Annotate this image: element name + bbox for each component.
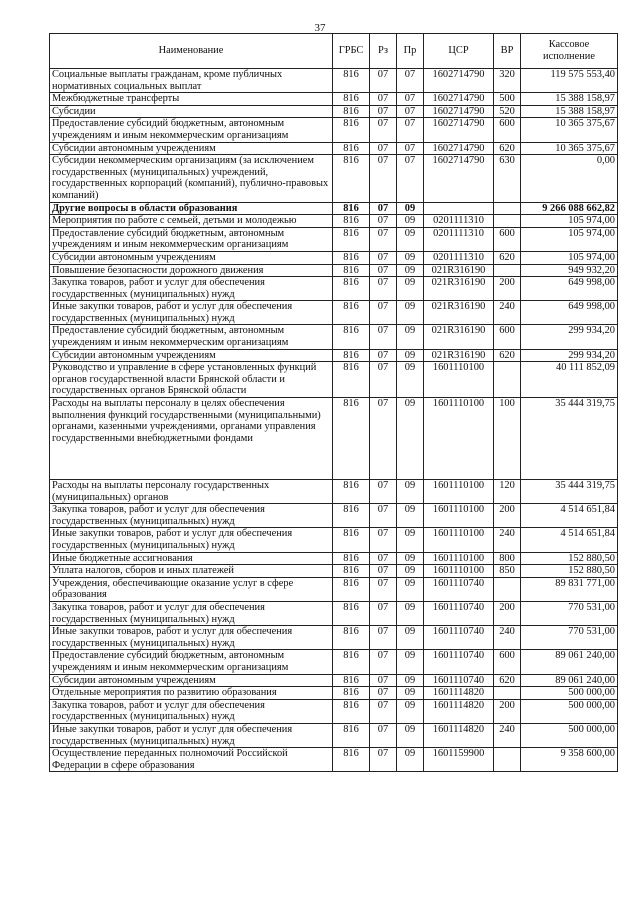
table-header-row	[50, 34, 618, 69]
cell-name: Иные бюджетные ассигнования	[50, 552, 333, 565]
cell-pr: 09	[397, 325, 424, 349]
cell-vr: 100	[494, 398, 521, 480]
table-row	[50, 601, 618, 625]
cell-vr	[494, 202, 521, 215]
cell-amount: 105 974,00	[521, 227, 618, 251]
cell-pr: 09	[397, 480, 424, 504]
table-row	[50, 362, 618, 398]
cell-grbs: 816	[333, 480, 370, 504]
cell-pr: 09	[397, 301, 424, 325]
table-row	[50, 398, 618, 480]
table-row	[50, 325, 618, 349]
cell-pr: 07	[397, 118, 424, 142]
table-row	[50, 69, 618, 93]
cell-rz: 07	[370, 69, 397, 93]
cell-vr: 600	[494, 325, 521, 349]
cell-csr: 0201111310	[424, 215, 494, 228]
header-rz: Рз	[370, 34, 397, 69]
table-row	[50, 674, 618, 687]
header-vr: ВР	[494, 34, 521, 69]
table-body	[50, 69, 618, 772]
cell-vr: 800	[494, 552, 521, 565]
cell-amount: 500 000,00	[521, 687, 618, 700]
cell-name: Субсидии автономным учреждениям	[50, 251, 333, 264]
table-row	[50, 155, 618, 202]
cell-csr: 1601114820	[424, 723, 494, 747]
cell-rz: 07	[370, 748, 397, 772]
cell-amount: 770 531,00	[521, 626, 618, 650]
cell-csr: 1601110100	[424, 528, 494, 552]
cell-grbs: 816	[333, 398, 370, 480]
cell-pr: 09	[397, 227, 424, 251]
cell-grbs: 816	[333, 650, 370, 674]
cell-rz: 07	[370, 699, 397, 723]
cell-pr: 09	[397, 349, 424, 362]
cell-amount: 4 514 651,84	[521, 504, 618, 528]
cell-rz: 07	[370, 552, 397, 565]
cell-name: Закупка товаров, работ и услуг для обеспечения государственных (муниципальных) нужд	[50, 699, 333, 723]
cell-vr: 850	[494, 565, 521, 578]
cell-grbs: 816	[333, 565, 370, 578]
cell-vr: 620	[494, 674, 521, 687]
cell-name: Повышение безопасности дорожного движения	[50, 264, 333, 277]
cell-rz: 07	[370, 105, 397, 118]
cell-amount: 15 388 158,97	[521, 93, 618, 106]
table-row	[50, 142, 618, 155]
table-row	[50, 650, 618, 674]
budget-execution-table	[49, 33, 618, 772]
cell-pr: 09	[397, 565, 424, 578]
cell-grbs: 816	[333, 577, 370, 601]
cell-grbs: 816	[333, 155, 370, 202]
cell-pr: 09	[397, 277, 424, 301]
cell-csr: 1601110100	[424, 565, 494, 578]
cell-name: Закупка товаров, работ и услуг для обеспечения государственных (муниципальных) нужд	[50, 601, 333, 625]
cell-amount: 105 974,00	[521, 251, 618, 264]
cell-name: Иные закупки товаров, работ и услуг для обеспечения государственных (муниципальных) нужд	[50, 723, 333, 747]
cell-pr: 09	[397, 748, 424, 772]
table-row	[50, 480, 618, 504]
cell-vr: 620	[494, 142, 521, 155]
cell-name: Предоставление субсидий бюджетным, автономным учреждениям и иным некоммерческим организациям	[50, 325, 333, 349]
cell-amount: 10 365 375,67	[521, 118, 618, 142]
table-row	[50, 528, 618, 552]
cell-csr: 1601110100	[424, 480, 494, 504]
cell-rz: 07	[370, 349, 397, 362]
cell-name: Иные закупки товаров, работ и услуг для обеспечения государственных (муниципальных) нужд	[50, 301, 333, 325]
cell-csr: 021R316190	[424, 301, 494, 325]
cell-amount: 40 111 852,09	[521, 362, 618, 398]
cell-csr: 1602714790	[424, 93, 494, 106]
cell-grbs: 816	[333, 118, 370, 142]
page-number: 37	[314, 22, 326, 34]
cell-vr: 240	[494, 723, 521, 747]
cell-vr: 200	[494, 277, 521, 301]
cell-rz: 07	[370, 362, 397, 398]
header-pr: Пр	[397, 34, 424, 69]
cell-amount: 299 934,20	[521, 349, 618, 362]
cell-csr: 1601110100	[424, 398, 494, 480]
cell-pr: 09	[397, 699, 424, 723]
cell-rz: 07	[370, 93, 397, 106]
cell-pr: 09	[397, 504, 424, 528]
table-row	[50, 264, 618, 277]
cell-name: Расходы на выплаты персоналу в целях обеспечения выполнения функций государственными (муниципальными) органами, казенными учреждениями, органами управления государственными внебюджетными фондами	[50, 398, 333, 480]
cell-grbs: 816	[333, 626, 370, 650]
cell-csr: 1601110100	[424, 362, 494, 398]
table-row	[50, 699, 618, 723]
cell-vr: 200	[494, 504, 521, 528]
cell-grbs: 816	[333, 202, 370, 215]
cell-vr	[494, 215, 521, 228]
table-row	[50, 202, 618, 215]
cell-grbs: 816	[333, 251, 370, 264]
cell-rz: 07	[370, 601, 397, 625]
header-amount: Кассовое исполнение	[521, 34, 618, 69]
cell-rz: 07	[370, 577, 397, 601]
table-row	[50, 215, 618, 228]
cell-csr: 0201111310	[424, 227, 494, 251]
cell-rz: 07	[370, 277, 397, 301]
cell-name: Субсидии	[50, 105, 333, 118]
cell-rz: 07	[370, 215, 397, 228]
cell-vr: 620	[494, 251, 521, 264]
cell-amount: 9 358 600,00	[521, 748, 618, 772]
cell-pr: 09	[397, 202, 424, 215]
cell-name: Предоставление субсидий бюджетным, автономным учреждениям и иным некоммерческим организациям	[50, 118, 333, 142]
cell-csr: 1601159900	[424, 748, 494, 772]
cell-amount: 500 000,00	[521, 723, 618, 747]
cell-grbs: 816	[333, 723, 370, 747]
cell-grbs: 816	[333, 69, 370, 93]
cell-vr: 630	[494, 155, 521, 202]
cell-name: Субсидии автономным учреждениям	[50, 142, 333, 155]
cell-rz: 07	[370, 264, 397, 277]
cell-grbs: 816	[333, 264, 370, 277]
cell-csr: 1602714790	[424, 155, 494, 202]
cell-csr: 021R316190	[424, 349, 494, 362]
cell-rz: 07	[370, 155, 397, 202]
cell-grbs: 816	[333, 227, 370, 251]
table-row	[50, 105, 618, 118]
table-row	[50, 93, 618, 106]
cell-pr: 09	[397, 251, 424, 264]
cell-vr: 520	[494, 105, 521, 118]
cell-amount: 649 998,00	[521, 277, 618, 301]
cell-grbs: 816	[333, 699, 370, 723]
cell-csr: 0201111310	[424, 251, 494, 264]
header-name: Наименование	[50, 34, 333, 69]
cell-rz: 07	[370, 565, 397, 578]
cell-grbs: 816	[333, 687, 370, 700]
cell-csr: 1602714790	[424, 105, 494, 118]
cell-name: Предоставление субсидий бюджетным, автономным учреждениям и иным некоммерческим организациям	[50, 227, 333, 251]
cell-pr: 09	[397, 626, 424, 650]
cell-csr	[424, 202, 494, 215]
table-row	[50, 227, 618, 251]
cell-grbs: 816	[333, 674, 370, 687]
cell-amount: 105 974,00	[521, 215, 618, 228]
cell-name: Субсидии автономным учреждениям	[50, 349, 333, 362]
cell-pr: 09	[397, 215, 424, 228]
cell-name: Предоставление субсидий бюджетным, автономным учреждениям и иным некоммерческим организациям	[50, 650, 333, 674]
cell-name: Мероприятия по работе с семьей, детьми и молодежью	[50, 215, 333, 228]
cell-csr: 1601110740	[424, 650, 494, 674]
cell-pr: 07	[397, 69, 424, 93]
cell-pr: 07	[397, 105, 424, 118]
cell-amount: 949 932,20	[521, 264, 618, 277]
cell-rz: 07	[370, 301, 397, 325]
cell-vr	[494, 577, 521, 601]
cell-amount: 10 365 375,67	[521, 142, 618, 155]
cell-amount: 152 880,50	[521, 552, 618, 565]
cell-amount: 770 531,00	[521, 601, 618, 625]
cell-csr: 1601110740	[424, 577, 494, 601]
cell-vr: 500	[494, 93, 521, 106]
cell-grbs: 816	[333, 504, 370, 528]
cell-vr: 600	[494, 650, 521, 674]
cell-name: Субсидии некоммерческим организациям (за исключением государственных (муниципальных) учреждений, государственных корпораций (компаний), публично-правовых компаний)	[50, 155, 333, 202]
cell-csr: 1601110100	[424, 552, 494, 565]
cell-csr: 1601114820	[424, 687, 494, 700]
cell-vr: 240	[494, 626, 521, 650]
table-row	[50, 504, 618, 528]
cell-name: Иные закупки товаров, работ и услуг для обеспечения государственных (муниципальных) нужд	[50, 528, 333, 552]
cell-amount: 500 000,00	[521, 699, 618, 723]
cell-csr: 1602714790	[424, 69, 494, 93]
cell-csr: 1602714790	[424, 142, 494, 155]
cell-pr: 07	[397, 93, 424, 106]
cell-pr: 09	[397, 577, 424, 601]
cell-vr: 600	[494, 227, 521, 251]
table-row	[50, 723, 618, 747]
cell-grbs: 816	[333, 142, 370, 155]
cell-grbs: 816	[333, 325, 370, 349]
cell-name: Осуществление переданных полномочий Российской Федерации в сфере образования	[50, 748, 333, 772]
cell-pr: 07	[397, 142, 424, 155]
cell-vr: 320	[494, 69, 521, 93]
cell-grbs: 816	[333, 277, 370, 301]
cell-rz: 07	[370, 202, 397, 215]
cell-vr: 240	[494, 301, 521, 325]
cell-amount: 15 388 158,97	[521, 105, 618, 118]
cell-grbs: 816	[333, 349, 370, 362]
table-row	[50, 301, 618, 325]
cell-rz: 07	[370, 687, 397, 700]
cell-amount: 4 514 651,84	[521, 528, 618, 552]
cell-vr: 240	[494, 528, 521, 552]
cell-rz: 07	[370, 398, 397, 480]
table-row	[50, 251, 618, 264]
cell-grbs: 816	[333, 748, 370, 772]
cell-amount: 152 880,50	[521, 565, 618, 578]
cell-amount: 89 831 771,00	[521, 577, 618, 601]
cell-pr: 09	[397, 687, 424, 700]
table-row	[50, 118, 618, 142]
cell-pr: 09	[397, 264, 424, 277]
cell-grbs: 816	[333, 93, 370, 106]
table-row	[50, 748, 618, 772]
cell-amount: 89 061 240,00	[521, 650, 618, 674]
cell-name: Руководство и управление в сфере установленных функций органов государственной власти Брянской области и государственных органов Брянской области	[50, 362, 333, 398]
cell-rz: 07	[370, 142, 397, 155]
cell-name: Отдельные мероприятия по развитию образования	[50, 687, 333, 700]
cell-csr: 021R316190	[424, 277, 494, 301]
cell-vr: 620	[494, 349, 521, 362]
cell-amount: 89 061 240,00	[521, 674, 618, 687]
cell-csr: 1601110100	[424, 504, 494, 528]
header-grbs: ГРБС	[333, 34, 370, 69]
cell-name: Закупка товаров, работ и услуг для обеспечения государственных (муниципальных) нужд	[50, 277, 333, 301]
cell-name: Межбюджетные трансферты	[50, 93, 333, 106]
cell-vr	[494, 362, 521, 398]
cell-vr: 200	[494, 601, 521, 625]
table-row	[50, 577, 618, 601]
cell-amount: 299 934,20	[521, 325, 618, 349]
cell-vr: 200	[494, 699, 521, 723]
cell-csr: 1601110740	[424, 601, 494, 625]
cell-pr: 09	[397, 723, 424, 747]
cell-vr	[494, 687, 521, 700]
cell-amount: 9 266 088 662,82	[521, 202, 618, 215]
table-row	[50, 349, 618, 362]
cell-rz: 07	[370, 528, 397, 552]
cell-pr: 09	[397, 362, 424, 398]
cell-name: Учреждения, обеспечивающие оказание услуг в сфере образования	[50, 577, 333, 601]
cell-csr: 021R316190	[424, 325, 494, 349]
cell-rz: 07	[370, 251, 397, 264]
cell-grbs: 816	[333, 552, 370, 565]
cell-name: Субсидии автономным учреждениям	[50, 674, 333, 687]
table-row	[50, 687, 618, 700]
cell-csr: 1601110740	[424, 626, 494, 650]
cell-pr: 09	[397, 398, 424, 480]
cell-amount: 0,00	[521, 155, 618, 202]
table-row	[50, 552, 618, 565]
cell-pr: 09	[397, 552, 424, 565]
cell-amount: 35 444 319,75	[521, 398, 618, 480]
cell-name: Закупка товаров, работ и услуг для обеспечения государственных (муниципальных) нужд	[50, 504, 333, 528]
table-row	[50, 277, 618, 301]
cell-vr: 600	[494, 118, 521, 142]
cell-rz: 07	[370, 650, 397, 674]
cell-grbs: 816	[333, 301, 370, 325]
cell-name: Иные закупки товаров, работ и услуг для обеспечения государственных (муниципальных) нужд	[50, 626, 333, 650]
cell-csr: 1601110740	[424, 674, 494, 687]
cell-pr: 09	[397, 674, 424, 687]
cell-amount: 119 575 553,40	[521, 69, 618, 93]
cell-vr: 120	[494, 480, 521, 504]
cell-rz: 07	[370, 626, 397, 650]
cell-name: Социальные выплаты гражданам, кроме публичных нормативных социальных выплат	[50, 69, 333, 93]
table-row	[50, 626, 618, 650]
cell-rz: 07	[370, 325, 397, 349]
cell-rz: 07	[370, 504, 397, 528]
cell-pr: 09	[397, 528, 424, 552]
cell-grbs: 816	[333, 601, 370, 625]
cell-csr: 1602714790	[424, 118, 494, 142]
cell-rz: 07	[370, 118, 397, 142]
cell-name: Уплата налогов, сборов и иных платежей	[50, 565, 333, 578]
cell-rz: 07	[370, 723, 397, 747]
cell-rz: 07	[370, 227, 397, 251]
cell-grbs: 816	[333, 215, 370, 228]
cell-amount: 35 444 319,75	[521, 480, 618, 504]
cell-grbs: 816	[333, 362, 370, 398]
table-row	[50, 565, 618, 578]
cell-grbs: 816	[333, 105, 370, 118]
cell-amount: 649 998,00	[521, 301, 618, 325]
cell-name: Расходы на выплаты персоналу государственных (муниципальных) органов	[50, 480, 333, 504]
cell-vr	[494, 264, 521, 277]
cell-csr: 021R316190	[424, 264, 494, 277]
cell-rz: 07	[370, 480, 397, 504]
cell-vr	[494, 748, 521, 772]
cell-pr: 09	[397, 650, 424, 674]
cell-csr: 1601114820	[424, 699, 494, 723]
cell-pr: 09	[397, 601, 424, 625]
cell-name: Другие вопросы в области образования	[50, 202, 333, 215]
cell-pr: 07	[397, 155, 424, 202]
cell-rz: 07	[370, 674, 397, 687]
header-csr: ЦСР	[424, 34, 494, 69]
cell-grbs: 816	[333, 528, 370, 552]
